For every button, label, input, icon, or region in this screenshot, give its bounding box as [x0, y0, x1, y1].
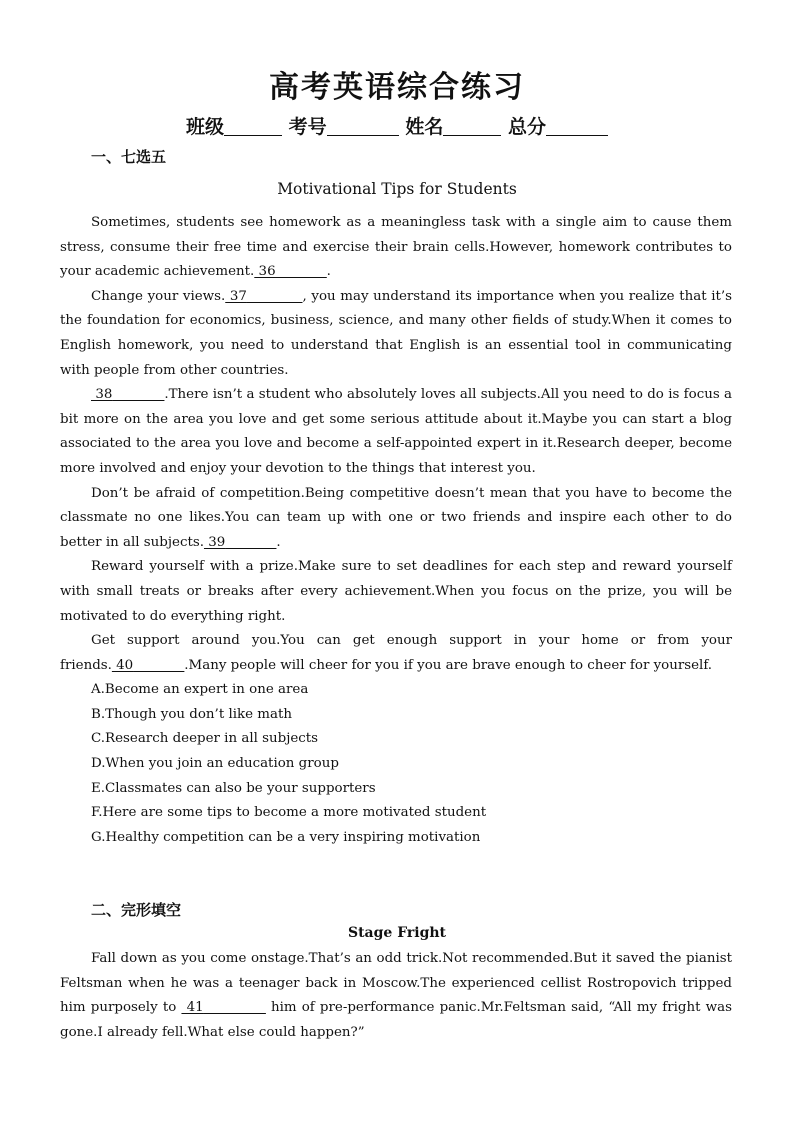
field-name-label: 姓名	[405, 116, 444, 138]
field-score-label: 总分	[507, 116, 546, 138]
section2-content	[60, 947, 732, 1045]
option-f: F.Here are some tips to become a more motivated student	[91, 805, 487, 821]
answer-blank[interactable]: 37	[225, 288, 247, 304]
field-score-blank[interactable]	[546, 115, 608, 136]
field-class-blank[interactable]	[224, 115, 282, 136]
section-heading-seven-choose-five: 一、七选五	[91, 148, 167, 166]
answer-blank[interactable]: 40	[111, 657, 134, 673]
field-exam-number-label: 考号	[288, 116, 327, 138]
answer-blank[interactable]: 38	[91, 387, 113, 403]
option-e: E.Classmates can also be your supporters	[91, 780, 376, 796]
paragraph: 38 .There isn’t a student who absolutely loves all subjects.All you need to do is focus a bit more on the area you love and get some serious attitude about it.Maybe you can start a blog associated to the area you love and become a self-appointed expert in it.Research deeper, become more involved and enjoy your devotion to the things that interest you.	[60, 387, 733, 476]
paragraph: Don’t be afraid of competition.Being competitive doesn’t mean that you have to become the classmate no one likes.You can team up with one or two friends and inspire each other to do better in all subjects. 39 .	[60, 485, 732, 550]
paragraph: Fall down as you come onstage.That’s an odd trick.Not recommended.But it saved the pianist Feltsman when he was a teenager back in Moscow.The experienced cellist Rostropovich tripped him purposely to 41 him of pre-performance panic.Mr.Feltsman said, “All my fright was gone.I already fell.What else could happen?”	[60, 951, 733, 1040]
option-d: D.When you join an education group	[91, 756, 339, 772]
field-name-blank[interactable]	[443, 115, 501, 136]
option-c: C.Research deeper in all subjects	[91, 731, 319, 747]
paragraph: Get support around you.You can get enough support in your home or from your friends. 40 .Many people will cheer for you if you are brave enough to cheer for yourself.	[60, 633, 732, 673]
option-g: G.Healthy competition can be a very inspiring motivation	[91, 829, 481, 845]
section1-content	[60, 211, 732, 850]
answer-blank[interactable]: 41	[181, 1000, 204, 1016]
page-title: 高考英语综合练习	[269, 70, 525, 105]
section-heading-cloze: 二、完形填空	[91, 901, 182, 919]
passage-title-motivational-tips: Motivational Tips for Students	[277, 180, 517, 198]
answer-blank[interactable]: 39	[203, 534, 226, 550]
student-info-line	[0, 112, 794, 139]
field-class-label: 班级	[186, 116, 225, 138]
option-a: A.Become an expert in one area	[91, 682, 309, 698]
answer-blank[interactable]: 36	[254, 264, 276, 280]
paragraph: Sometimes, students see homework as a meaningless task with a single aim to cause them stress, consume their free time and exercise their brain cells.However, homework contributes to your academic achievement. 36 .	[60, 215, 732, 280]
paragraph: Change your views. 37 , you may understand its importance when you realize that it’s the foundation for economics, business, science, and many other fields of study.When it comes to English homework, you need to understand that English is an essential tool in communicating with people from other countries.	[60, 288, 732, 378]
option-b: B.Though you don’t like math	[91, 706, 292, 722]
passage-title-stage-fright: Stage Fright	[347, 925, 447, 941]
field-exam-number-blank[interactable]	[327, 115, 399, 136]
paragraph: Reward yourself with a prize.Make sure to set deadlines for each step and reward yourself with small treats or breaks after every achievement.When you focus on the prize, you will be motivated to do everything right.	[60, 559, 732, 624]
